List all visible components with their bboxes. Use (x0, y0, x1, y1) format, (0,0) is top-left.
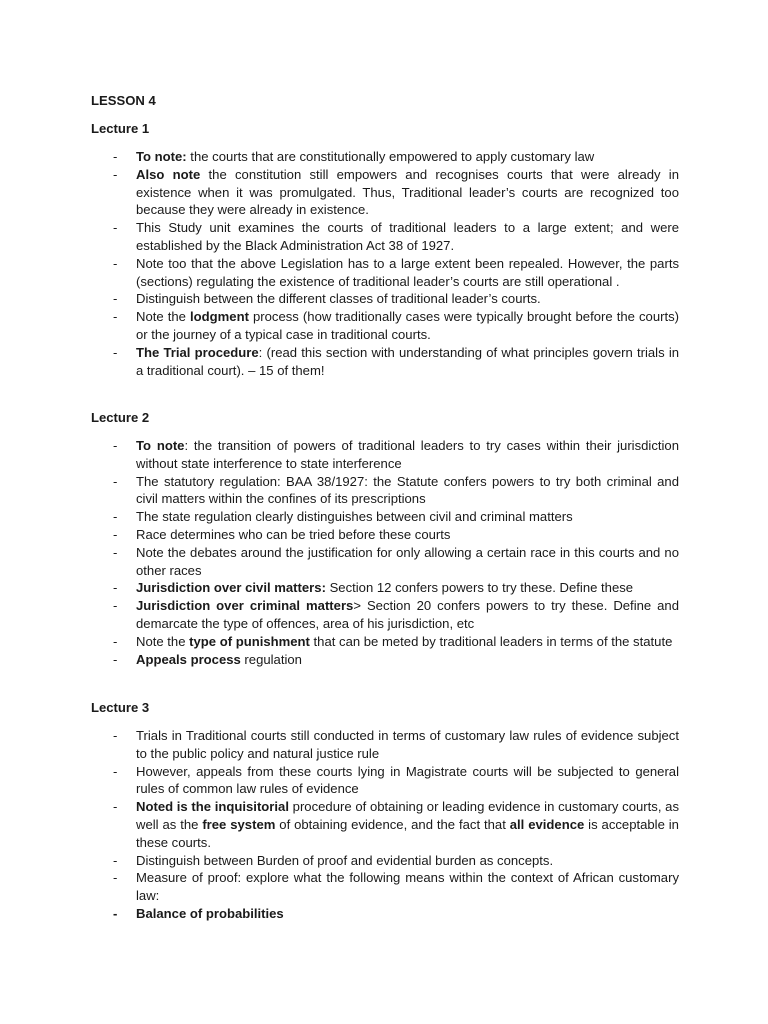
text: Trials in Traditional courts still conducted in terms of customary law rules of evidence subject to the public policy and natural justice rule (136, 728, 679, 761)
bold-text: Noted is the inquisitorial (136, 799, 289, 815)
lesson-title: LESSON 4 (91, 93, 156, 108)
bold-text: The Trial procedure (136, 344, 259, 360)
text: Note the (136, 633, 190, 649)
text: regulation (240, 651, 302, 667)
bullet-dash: - (113, 220, 118, 236)
text: the constitution still empowers and recognises courts that were already in existence when it was promulgated. Thus, Traditional leader’s courts are recognized too because they were already in existence. (136, 166, 680, 218)
list-item (91, 526, 679, 544)
lecture-2-title: Lecture 2 (91, 410, 150, 425)
bullet-dash: - (113, 526, 118, 542)
text: > Section 20 confers powers to try these. Define and demarcate the type of offences, area of his jurisdiction, etc (136, 598, 679, 631)
lecture-3-list (91, 727, 679, 923)
list-item (91, 473, 679, 509)
bullet-dash: - (113, 291, 118, 307)
bullet-dash: - (113, 344, 118, 360)
bullet-dash: - (113, 544, 118, 560)
text: Distinguish between Burden of proof and evidential burden as concepts. (136, 852, 554, 868)
lecture-3-title: Lecture 3 (91, 700, 150, 715)
bold-text: free system (202, 816, 276, 832)
list-item (91, 255, 679, 291)
bullet-dash: - (113, 633, 118, 649)
text: the courts that are constitutionally empowered to apply customary law (186, 149, 595, 164)
bullet-dash: - (113, 580, 118, 596)
bullet-dash: - (113, 509, 118, 525)
text: Note the debates around the justification for only allowing a certain race in this courts and no other races (136, 544, 679, 578)
list-item (91, 219, 679, 255)
bullet-dash: - (113, 166, 118, 182)
bold-text: Jurisdiction over civil matters: (136, 580, 326, 596)
bullet-dash: - (113, 905, 118, 921)
bullet-dash: - (113, 852, 118, 868)
bullet-dash: - (113, 799, 118, 815)
bullet-dash: - (113, 728, 118, 743)
text: The state regulation clearly distinguishes between civil and criminal matters (136, 509, 573, 525)
list-item (91, 905, 679, 923)
text: Race determines who can be tried before these courts (136, 526, 451, 542)
bullet-dash: - (113, 870, 118, 886)
list-item (91, 290, 679, 308)
lecture-2-list (91, 437, 679, 668)
bold-text: To note (136, 438, 185, 453)
list-item (91, 166, 679, 219)
list-item (91, 437, 679, 473)
text: The statutory regulation: BAA 38/1927: the Statute confers powers to try both criminal and civil matters within the confines of its prescriptions (136, 473, 679, 507)
bullet-dash: - (113, 438, 118, 453)
list-item (91, 651, 679, 669)
text: Distinguish between the different classes of traditional leader’s courts. (136, 291, 541, 307)
bold-text: Also note (136, 166, 201, 182)
list-item (91, 148, 679, 166)
bold-text: lodgment (190, 309, 249, 325)
list-item (91, 869, 679, 905)
text: of obtaining evidence, and the fact that (275, 816, 510, 832)
text: Section 12 confers powers to try these. Define these (325, 580, 634, 596)
list-item (91, 308, 679, 344)
text: : (read this section with understanding of what principles govern trials in a traditional court). – 15 of them! (136, 344, 680, 378)
text: Note the (136, 309, 191, 325)
bold-text: To note: (136, 149, 187, 164)
text: is acceptable in these courts. (136, 816, 679, 850)
list-item (91, 344, 679, 380)
bullet-dash: - (113, 763, 118, 779)
list-item (91, 508, 679, 526)
bullet-dash: - (113, 149, 118, 164)
list-item (91, 597, 679, 633)
bold-text: Balance of probabilities (136, 905, 284, 921)
bullet-dash: - (113, 473, 118, 489)
bold-text: Jurisdiction over criminal matters (136, 598, 354, 614)
bold-text: type of punishment (189, 633, 310, 649)
text: that can be meted by traditional leaders in terms of the statute (309, 633, 673, 649)
text: procedure of obtaining or leading evidence in customary courts, as well as the (136, 799, 679, 832)
text: This Study unit examines the courts of traditional leaders to a large extent; and were established by the Black Administration Act 38 of 1927. (136, 220, 679, 253)
list-item (91, 579, 679, 597)
list-item (91, 727, 679, 763)
list-item (91, 798, 679, 851)
bullet-dash: - (113, 598, 118, 614)
lecture-1-list (91, 148, 679, 379)
list-item (91, 633, 679, 651)
text: : the transition of powers of traditional leaders to try cases within their jurisdiction without state interference to state interference (136, 438, 679, 471)
bullet-dash: - (113, 255, 118, 271)
list-item (91, 763, 679, 799)
bold-text: Appeals process (136, 651, 241, 667)
list-item (91, 852, 679, 870)
bold-text: all evidence (509, 816, 585, 832)
text: However, appeals from these courts lying in Magistrate courts will be subjected to general rules of common law rules of evidence (136, 763, 679, 797)
text: Measure of proof: explore what the following means within the context of African customary law: (136, 870, 679, 904)
text: Note too that the above Legislation has to a large extent been repealed. However, the parts (sections) regulating the existence of traditional leader’s courts are still operational . (136, 255, 679, 289)
bullet-dash: - (113, 309, 118, 325)
list-item (91, 544, 679, 580)
text: process (how traditionally cases were typically brought before the courts) or the journey of a typical case in traditional courts. (136, 309, 680, 342)
lecture-1-title: Lecture 1 (91, 121, 150, 136)
bullet-dash: - (113, 651, 118, 667)
